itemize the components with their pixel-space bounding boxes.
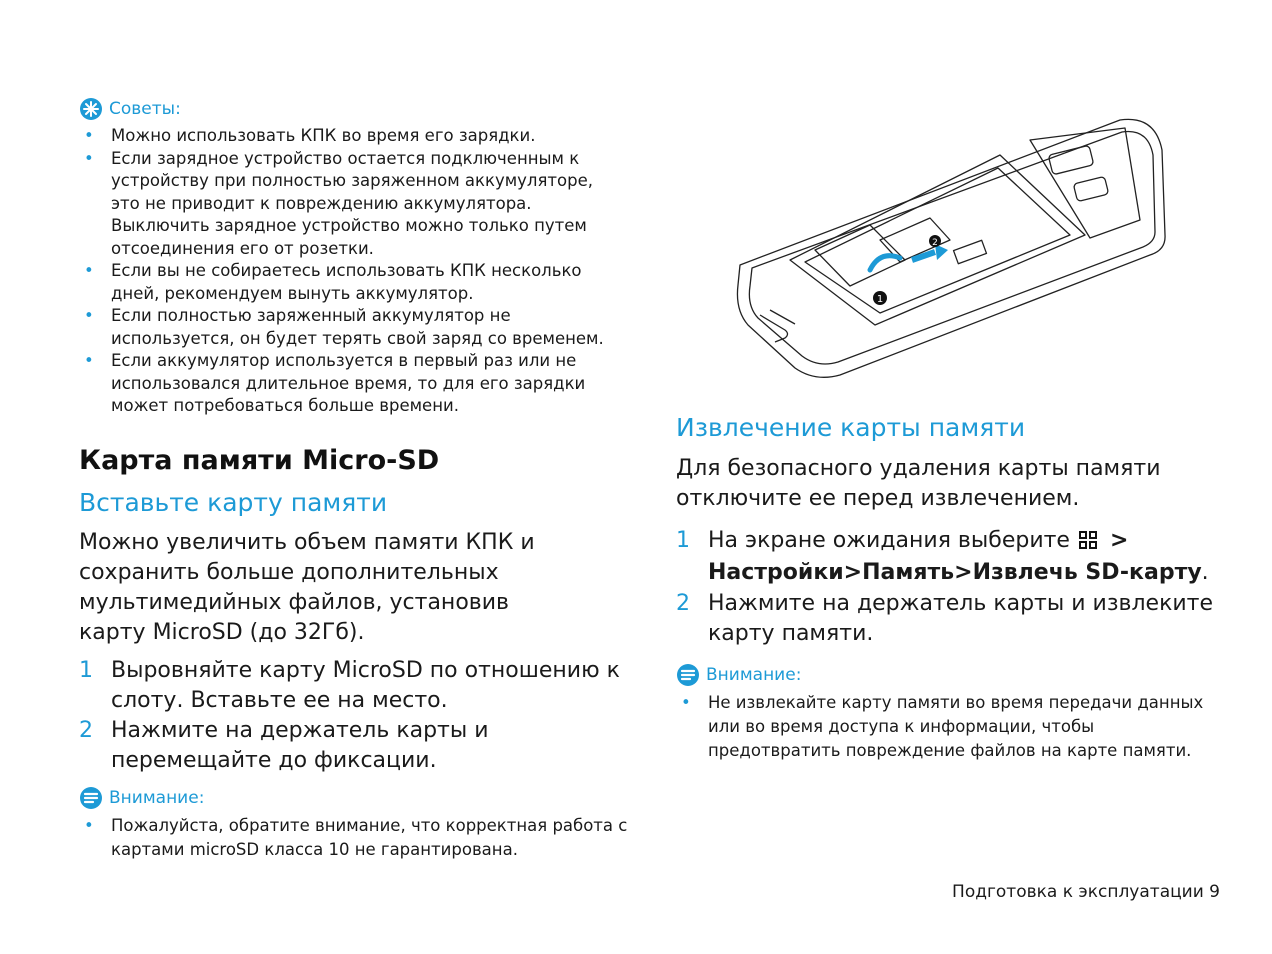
remove-step-2: [676, 589, 1216, 649]
warning-item: • Не извлекайте карту памяти во время передачи данных или во время доступа к информации, чтобы предотвратить повреждение файлов на карте памяти.: [676, 691, 1216, 763]
warning-title: Внимание:: [109, 788, 205, 808]
insert-step-1: [79, 656, 639, 716]
tips-item: • Если аккумулятор используется в первый раз или не использовался длительное время, то для его зарядки может потребоваться больше времени.: [79, 350, 619, 418]
step-text: На экране ожидания выберите: [708, 528, 1070, 553]
step-number: 2: [676, 591, 690, 616]
tips-list: [79, 125, 619, 418]
insert-steps: [79, 656, 639, 776]
insert-heading: Вставьте карту памяти: [79, 488, 388, 517]
remove-step-1: [676, 525, 1216, 589]
warning-title: Внимание:: [706, 665, 802, 685]
tips-icon: [79, 97, 103, 121]
callout-1: 1: [876, 294, 884, 305]
tips-item: • Если полностью заряженный аккумулятор не используется, он будет терять свой заряд со временем.: [79, 305, 619, 350]
tips-title: Советы:: [109, 99, 181, 119]
warning-icon: [79, 786, 103, 810]
insert-step-2: [79, 716, 639, 776]
step-number: 1: [79, 658, 93, 683]
warning-header: [79, 786, 639, 810]
step-text: Выровняйте карту MicroSD по отношению к слоту. Вставьте ее на место.: [111, 658, 620, 713]
warning-list: [676, 691, 1216, 763]
tips-item: • Если вы не собираетесь использовать КПК несколько дней, рекомендуем вынуть аккумулятор.: [79, 260, 619, 305]
phone-back-illustration: [730, 110, 1170, 390]
step-text: Нажмите на держатель карты и перемещайте до фиксации.: [111, 718, 489, 773]
tips-item: • Можно использовать КПК во время его зарядки.: [79, 125, 619, 148]
step-number: 2: [79, 718, 93, 743]
insert-warning: [79, 786, 639, 862]
warning-list: [79, 814, 629, 862]
tips-item: • Если зарядное устройство остается подключенным к устройству при полностью заряженном аккумуляторе, это не приводит к повреждению аккумулятора. Выключить зарядное устройство можно только путем отсоединения его от розетки.: [79, 148, 619, 261]
tips-note: [79, 97, 624, 418]
remove-heading: Извлечение карты памяти: [676, 413, 1026, 442]
callout-2: 2: [932, 238, 938, 248]
page-footer: Подготовка к эксплуатации 9: [952, 882, 1220, 902]
warning-header: [676, 663, 1221, 687]
apps-grid-icon: [1079, 531, 1097, 549]
settings-path: > Настройки>Память>Извлечь SD-карту: [708, 528, 1202, 585]
step-suffix: .: [1201, 560, 1209, 585]
tips-header: [79, 97, 624, 121]
step-number: 1: [676, 528, 690, 553]
section-title: Карта памяти Micro-SD: [79, 445, 440, 476]
warning-item: • Пожалуйста, обратите внимание, что корректная работа с картами microSD класса 10 не гарантирована.: [79, 814, 629, 862]
step-text: Нажмите на держатель карты и извлеките карту памяти.: [708, 591, 1214, 646]
warning-icon: [676, 663, 700, 687]
remove-warning: [676, 663, 1221, 763]
remove-steps: [676, 525, 1216, 649]
insert-intro: Можно увеличить объем памяти КПК и сохранить больше дополнительных мультимедийных файлов, установив карту MicroSD (до 32Гб).: [79, 530, 535, 645]
remove-intro: Для безопасного удаления карты памяти отключите ее перед извлечением.: [676, 456, 1161, 511]
